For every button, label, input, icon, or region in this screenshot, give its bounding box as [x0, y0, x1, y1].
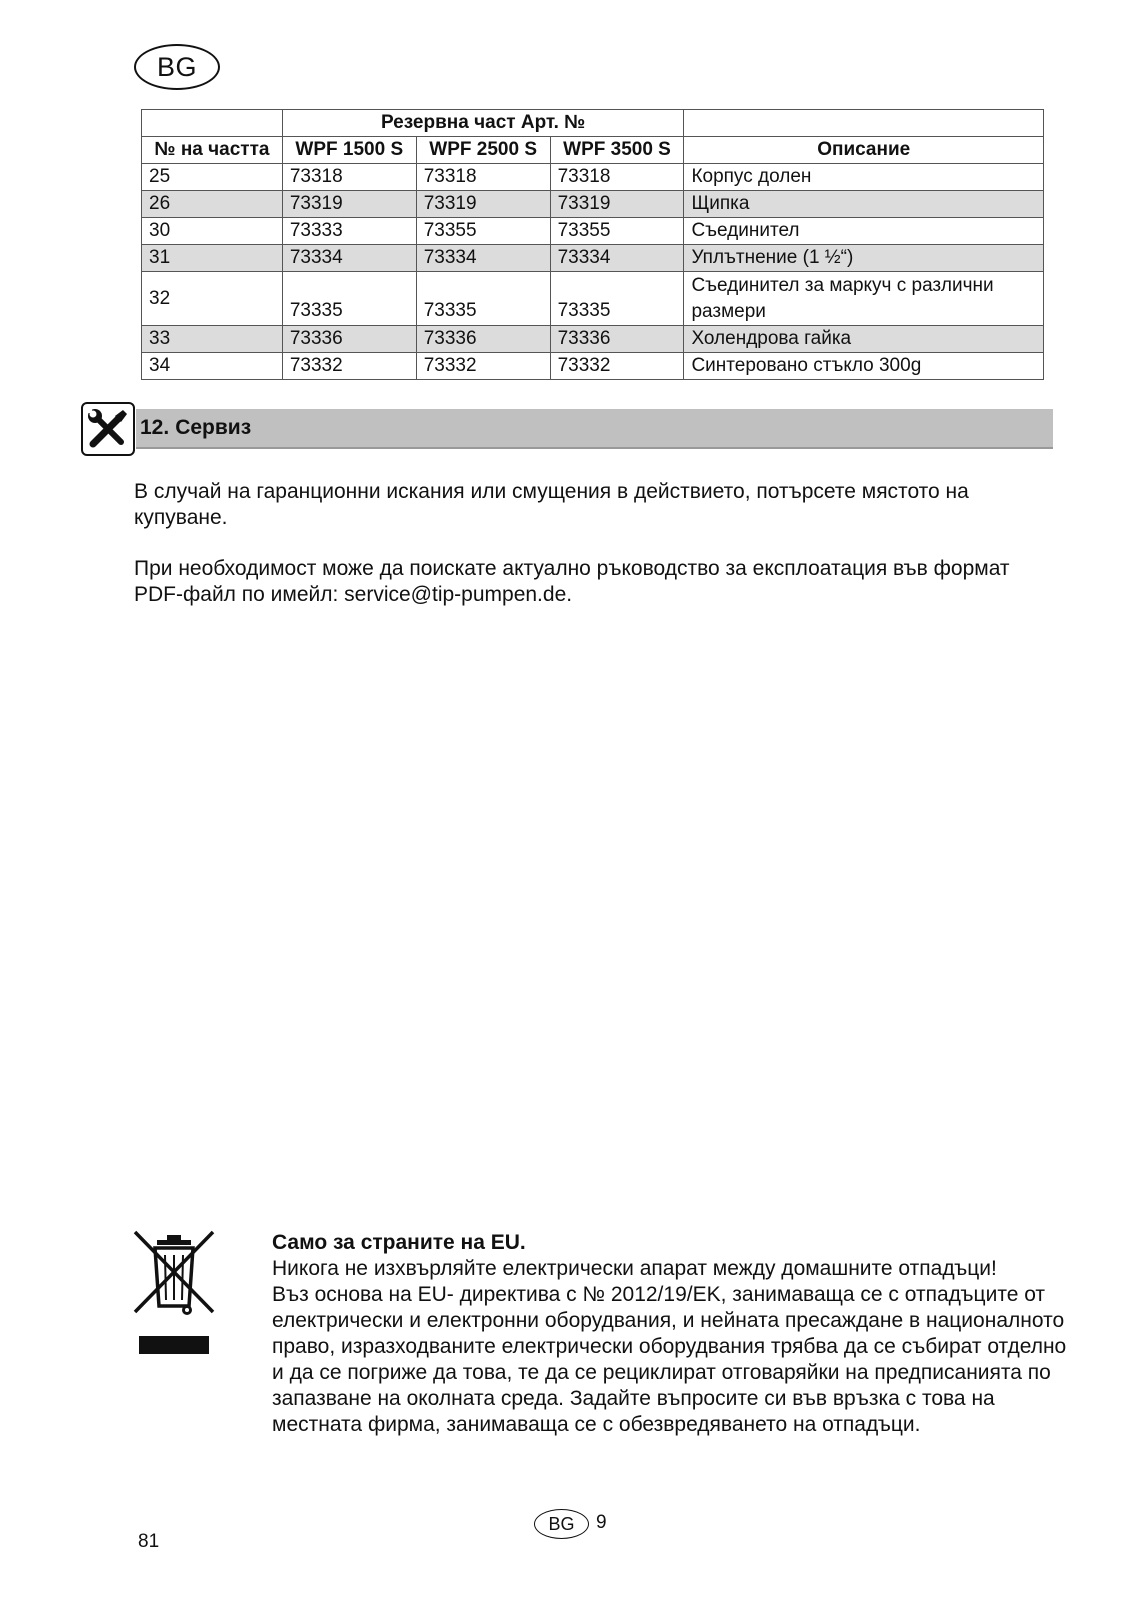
table-cell: Съединител за маркуч с различни размери	[684, 272, 1044, 326]
section-title: Сервиз	[175, 416, 252, 439]
table-cell: 73335	[282, 272, 416, 326]
table-cell: 73335	[416, 272, 550, 326]
table-cell: 34	[142, 353, 283, 380]
table-cell: 73319	[550, 191, 684, 218]
table-header-row	[142, 137, 1044, 164]
table-empty-cell	[684, 110, 1044, 137]
weee-crossed-bin-icon	[131, 1228, 217, 1358]
table-cell: 73336	[282, 326, 416, 353]
table-cell: 73336	[416, 326, 550, 353]
table-cell: 73332	[550, 353, 684, 380]
table-cell: Съединител	[684, 218, 1044, 245]
column-header: Описание	[684, 137, 1044, 164]
table-row	[142, 245, 1044, 272]
table-cell: 73334	[416, 245, 550, 272]
table-row	[142, 218, 1044, 245]
service-paragraph-manual: При необходимост може да поискате актуално ръководство за експлоатация във формат PDF-файл по имейл: service@tip-pumpen.de.	[134, 557, 1010, 606]
language-badge: BG	[134, 44, 220, 90]
spare-parts-table	[141, 109, 1044, 380]
table-cell: 73336	[550, 326, 684, 353]
table-cell: Синтеровано стъкло 300g	[684, 353, 1044, 380]
eu-notice-heading: Само за страните на EU.	[272, 1231, 526, 1254]
table-cell: 33	[142, 326, 283, 353]
service-paragraph-warranty: В случай на гаранционни искания или смущения в действието, потърсете мястото на купуване.	[134, 480, 969, 529]
table-cell: 73333	[282, 218, 416, 245]
table-group-header-row	[142, 110, 1044, 137]
table-row	[142, 272, 1044, 326]
table-cell: 73355	[550, 218, 684, 245]
column-header: WPF 1500 S	[282, 137, 416, 164]
eu-disposal-notice	[272, 1230, 1072, 1438]
eu-notice-body: Въз основа на EU- директива с № 2012/19/EK, занимаваща се с отпадъците от електрически и електронни оборудвания, и нейната пресаждане в националното право, изразходваните електрически оборудвания трябва да се събират отделно и да се погриже да това, те да се рециклират отговаряйки на предписанията по запазване на околната среда. Задайте въпросите си във връзка с това на местната фирма, занимаваща се с обезвредяването на отпадъци.	[272, 1283, 1067, 1436]
table-cell: 31	[142, 245, 283, 272]
table-row	[142, 326, 1044, 353]
section-heading-service	[136, 409, 1053, 449]
table-cell: 73332	[416, 353, 550, 380]
table-cell: 73318	[282, 164, 416, 191]
table-cell: 73319	[416, 191, 550, 218]
table-cell: 73319	[282, 191, 416, 218]
table-cell: 73318	[416, 164, 550, 191]
column-header: № на частта	[142, 137, 283, 164]
page-number: 9	[596, 1512, 607, 1533]
table-cell: 25	[142, 164, 283, 191]
table-cell: 26	[142, 191, 283, 218]
table-cell: 30	[142, 218, 283, 245]
footer-language-badge: BG	[534, 1509, 589, 1539]
table-row	[142, 191, 1044, 218]
table-row	[142, 353, 1044, 380]
table-empty-cell	[142, 110, 283, 137]
table-cell: 32	[142, 272, 283, 326]
table-cell: 73318	[550, 164, 684, 191]
page-number-left: 81	[138, 1531, 160, 1552]
table-cell: 73334	[550, 245, 684, 272]
tools-icon	[81, 402, 135, 456]
eu-notice-warning: Никога не изхвърляйте електрически апарат между домашните отпадъци!	[272, 1257, 997, 1280]
table-row	[142, 164, 1044, 191]
column-header: WPF 2500 S	[416, 137, 550, 164]
table-cell: Холендрова гайка	[684, 326, 1044, 353]
column-header: WPF 3500 S	[550, 137, 684, 164]
table-cell: Уплътнение (1 ½“)	[684, 245, 1044, 272]
section-number: 12.	[140, 416, 170, 439]
table-cell: 73332	[282, 353, 416, 380]
table-cell: Щипка	[684, 191, 1044, 218]
spare-part-group-header: Резервна част Арт. №	[282, 110, 684, 137]
table-cell: Корпус долен	[684, 164, 1044, 191]
table-cell: 73335	[550, 272, 684, 326]
table-cell: 73334	[282, 245, 416, 272]
table-cell: 73355	[416, 218, 550, 245]
